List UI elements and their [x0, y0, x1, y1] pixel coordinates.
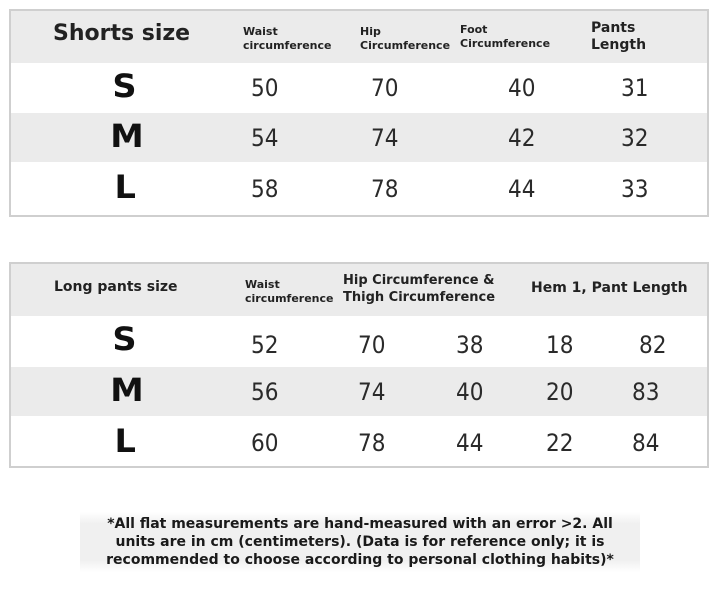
length-value: 82: [639, 331, 667, 359]
size-label: L: [114, 422, 136, 460]
shorts-header-foot-line2: Circumference: [460, 37, 551, 50]
measurement-note: [80, 512, 640, 572]
pants-header-hip-line1: Hip Circumference &: [343, 273, 495, 288]
length-value: 83: [632, 378, 660, 406]
shorts-header-hip-line1: Hip: [360, 25, 381, 38]
table-row: [11, 418, 707, 467]
table-row: [11, 316, 707, 365]
foot-value: 44: [508, 175, 536, 203]
size-label: S: [112, 320, 137, 358]
note-line-1: *All flat measurements are hand-measured with an error >2. All: [107, 516, 613, 532]
shorts-header-hip-line2: Circumference: [360, 39, 451, 52]
shorts-header-foot: [460, 23, 550, 51]
foot-value: 42: [508, 124, 536, 152]
thigh-value: 38: [456, 331, 484, 359]
shorts-header-waist-line2: circumference: [243, 39, 332, 52]
shorts-header-length-line2: Length: [591, 37, 647, 53]
size-label: S: [112, 67, 137, 105]
hem-value: 20: [546, 378, 574, 406]
size-label: L: [114, 168, 136, 206]
pants-table-title: Long pants size: [54, 279, 178, 295]
long-pants-size-table: [9, 262, 709, 468]
length-value: 33: [621, 175, 649, 203]
thigh-value: 40: [456, 378, 484, 406]
length-value: 32: [621, 124, 649, 152]
size-label: M: [110, 117, 144, 155]
pants-header-waist: [245, 278, 333, 306]
shorts-header-hip: [360, 25, 450, 53]
hip-value: 70: [371, 74, 399, 102]
table-row: [11, 113, 707, 162]
hip-value: 70: [358, 331, 386, 359]
pants-table-header: [11, 264, 707, 316]
pants-header-hem-length: Hem 1, Pant Length: [531, 280, 688, 296]
pants-header-waist-line1: Waist: [245, 278, 280, 291]
hip-value: 74: [371, 124, 399, 152]
shorts-table-header: [11, 11, 707, 63]
foot-value: 40: [508, 74, 536, 102]
shorts-size-table: [9, 9, 709, 217]
waist-value: 54: [251, 124, 279, 152]
pants-header-hip-thigh: [343, 272, 495, 306]
waist-value: 60: [251, 429, 279, 457]
hip-value: 74: [358, 378, 386, 406]
shorts-header-length: [591, 20, 646, 54]
note-line-2: units are in cm (centimeters). (Data is for reference only; it is: [115, 534, 605, 550]
table-row: [11, 63, 707, 112]
table-row: [11, 367, 707, 416]
length-value: 84: [632, 429, 660, 457]
size-label: M: [110, 371, 144, 409]
pants-header-waist-line2: circumference: [245, 292, 334, 305]
hem-value: 18: [546, 331, 574, 359]
thigh-value: 44: [456, 429, 484, 457]
waist-value: 58: [251, 175, 279, 203]
shorts-header-foot-line1: Foot: [460, 23, 488, 36]
length-value: 31: [621, 74, 649, 102]
note-line-3: recommended to choose according to personal clothing habits)*: [106, 552, 614, 568]
pants-header-hip-line2: Thigh Circumference: [343, 290, 496, 305]
hip-value: 78: [371, 175, 399, 203]
hip-value: 78: [358, 429, 386, 457]
waist-value: 52: [251, 331, 279, 359]
shorts-header-length-line1: Pants: [591, 20, 636, 36]
table-row: [11, 164, 707, 213]
shorts-header-waist-line1: Waist: [243, 25, 278, 38]
waist-value: 50: [251, 74, 279, 102]
shorts-table-title: Shorts size: [53, 21, 191, 46]
shorts-header-waist: [243, 25, 331, 53]
waist-value: 56: [251, 378, 279, 406]
hem-value: 22: [546, 429, 574, 457]
